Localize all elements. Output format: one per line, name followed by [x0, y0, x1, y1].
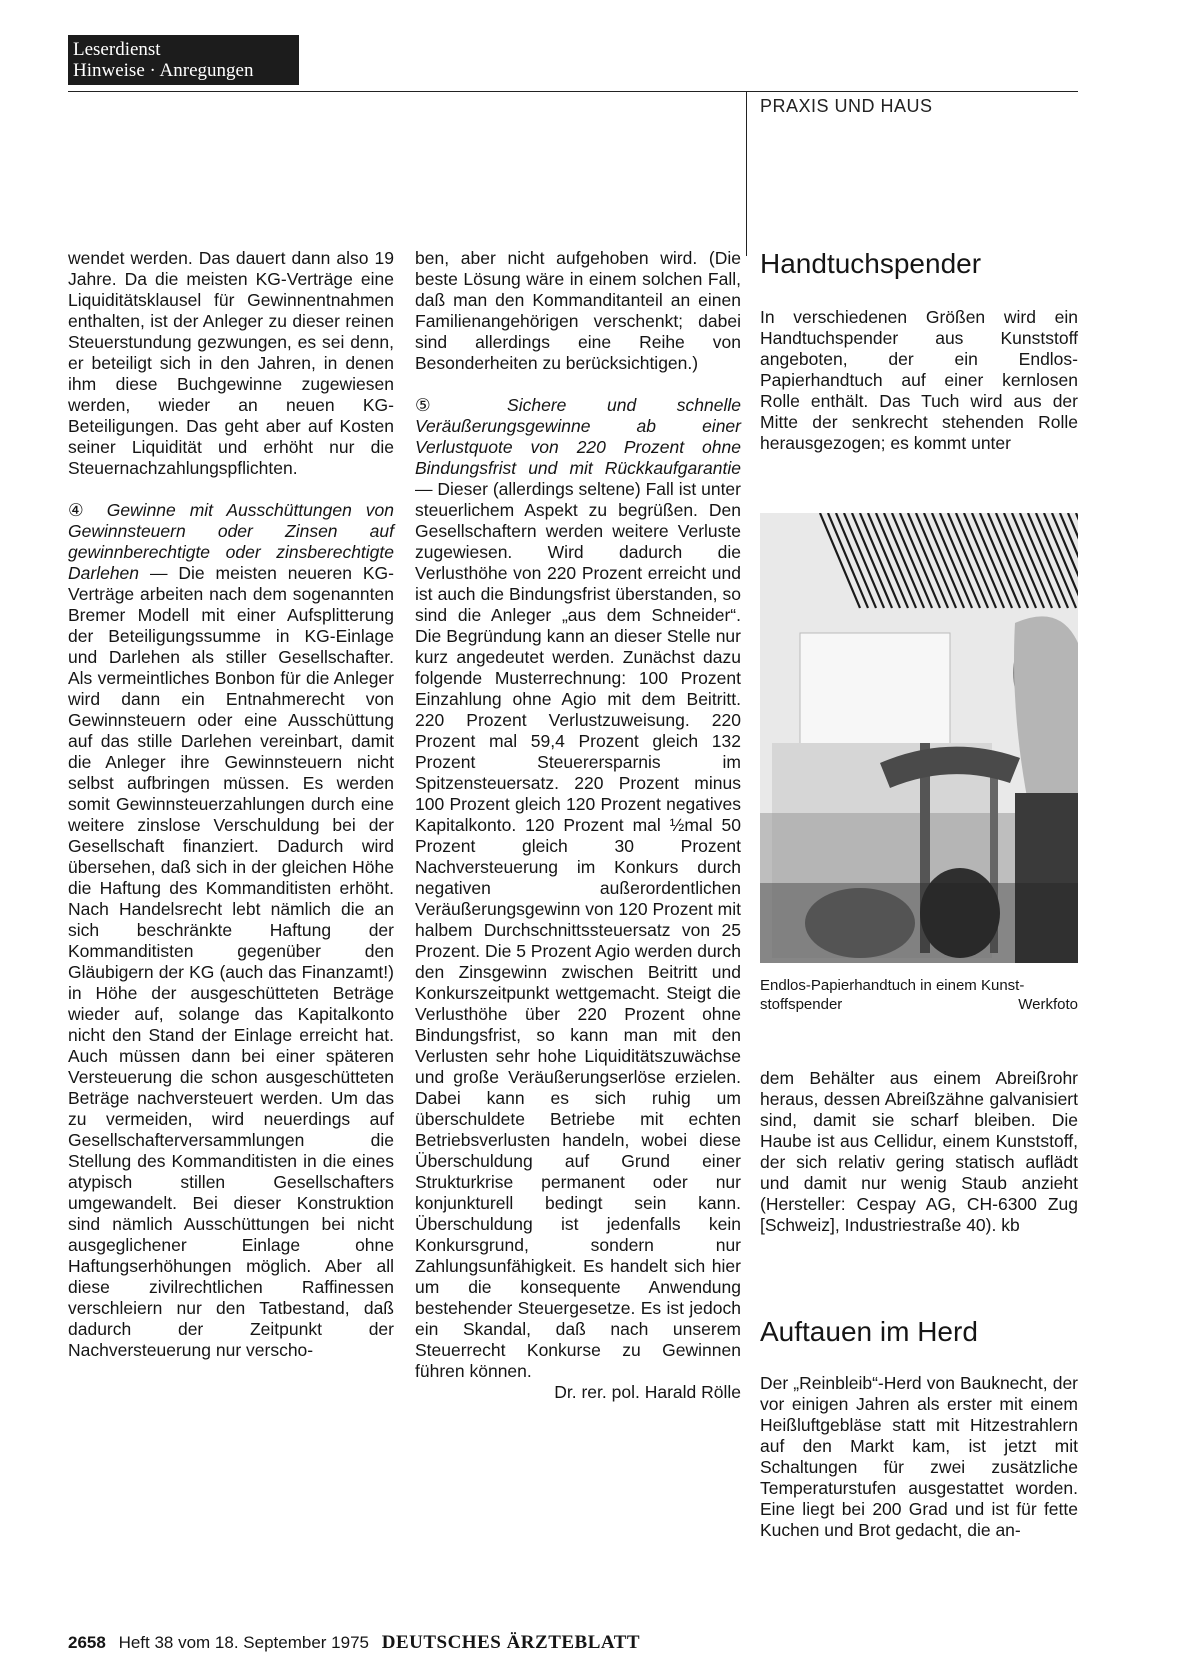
caption-line-1: Endlos-Papierhandtuch in einem Kunst- [760, 977, 1025, 994]
item-marker-5: ⑤ [415, 395, 467, 415]
col1-paragraph-1: wendet werden. Das dauert dann also 19 Jahre. Da die meisten KG-Verträge eine Liquiditätsklausel für Gewinnentnahmen enthalten, ist der Anleger zu dieser reinen Steuerstundung gezwungen, es sei denn, er beteiligt sich in den Jahren, in denen ihm diese Buchgewinne zugewiesen werden, wieder an neuen KG-Beteiligungen. Das geht aber auf Kosten seiner Liquidität und erhöht nur die Steuernachzahlungspflichten. [68, 248, 394, 478]
article-1-intro [760, 307, 1078, 454]
article-1-continued [760, 1068, 1078, 1236]
caption-line-2: stoffspender [760, 996, 843, 1013]
col2-subheading: Sichere und schnelle Veräußerungsgewinne ab einer Verlustquote von 220 Prozent ohne Bindungsfrist und mit Rückkaufgarantie [415, 395, 741, 478]
col2-paragraph-2-body: — Dieser (allerdings seltene) Fall ist unter steuerlichem Aspekt zu begrüßen. Den Gesellschaftern werden weitere Verluste zugewiesen. Wird dadurch die Verlusthöhe von 220 Prozent erreicht und ist auch die Bindungsfrist überstanden, so sind die Anleger „aus dem Schneider“. Die Begründung kann an dieser Stelle nur kurz angedeutet werden. Zunächst dazu folgende Musterrechnung: 100 Prozent Einzahlung ohne Agio mit dem Beitritt. 220 Prozent Verlustzuweisung. 220 Prozent mal 59,4 Prozent gleich 132 Prozent Steuerersparnis im Spitzensteuersatz. 220 Prozent minus 100 Prozent gleich 120 Prozent negatives Kapitalkonto. 120 Prozent mal ½mal 50 Prozent gleich 30 Prozent Nachversteuerung im Konkurs durch negativen außerordentlichen Veräußerungsgewinn von 120 Prozent mit halbem Durchschnittssteuersatz von 25 Prozent. Die 5 Prozent Agio werden durch den Zinsgewinn zwischen Beitritt und Konkurszeitpunkt wettgemacht. Steigt die Verlusthöhe über 220 Prozent ohne Bindungsfrist, so kann man mit den Verlusten sehr hohe Liquiditätszuwächse und große Veräußerungserlöse erzielen. Dabei kann es sich ruhig um überschuldete Betriebe mit echten Betriebsverlusten handeln, wobei diese Überschuldung auf Grund einer Strukturkrise permanent oder nur konjunkturell bedingt sein kann. Überschuldung ist jedenfalls kein Konkursgrund, sondern nur Zahlungsunfähigkeit. Es handelt sich hier um die konsequente Anwendung bestehender Steuergesetze. Es ist jedoch ein Skandal, daß nach unserem Steuerrecht Konkurse zu Gewinnen führen können. [415, 479, 741, 1381]
article-1-paragraph-1: In verschiedenen Größen wird ein Handtuchspender aus Kunststoff angeboten, der ein Endlos-Papierhandtuch auf einer kernlosen Rolle enthält. Das Tuch wird aus der Mitte der senkrecht stehenden Rolle herausgezogen; es kommt unter [760, 307, 1078, 453]
col1-paragraph-2-body: — Die meisten neueren KG-Verträge arbeiten nach dem sogenannten Bremer Modell mit einer Aufsplitterung der Beteiligungssumme in KG-Einlage und Darlehen als stiller Gesellschafter. Als vermeintliches Bonbon für die Anleger wird dann ein Entnahmerecht von Gewinnsteuern oder eine Ausschüttung auf das stille Darlehen vereinbart, damit die Anleger ihre Gewinnsteuern nicht selbst aufbringen müssen. Es werden somit Gewinnsteuerzahlungen durch eine weitere zinslose Verschuldung bei der Gesellschaft finanziert. Dadurch wird übersehen, daß sich in der gleichen Höhe die Haftung des Kommanditisten erhöht. Nach Handelsrecht lebt nämlich die an sich beschränkte Haftung der Kommanditisten gegenüber den Gläubigern der KG (auch das Finanzamt!) in Höhe der ausgeschütteten Beträge wieder auf, solange das Kapitalkonto nicht den Stand der Einlage erreicht hat. Auch müssen dann bei einer späteren Versteuerung die schon ausgeschütteten Beträge nachversteuert werden. Um das zu vermeiden, wird neuerdings auf Gesellschafterversammlungen die Stellung des Kommanditisten in die eines atypisch stillen Gesellschafters umgewandelt. Bei dieser Konstruktion sind nämlich Ausschüttungen bei nicht ausgeglichener Einlage ohne Haftungserhöhungen möglich. Aber all diese zivilrechtlichen Raffinessen verschleiern nur den Tatbestand, daß dadurch der Zeitpunkt der Nachversteuerung nur verscho- [68, 563, 394, 1360]
article-2-paragraph-1: Der „Reinbleib“-Herd von Bauknecht, der vor einigen Jahren als erster mit einem Heißluftgebläse statt mit Hitzestrahlern auf den Markt kam, ist jetzt mit Schaltungen für zwei zusätzliche Temperaturstufen ausgestattet worden. Eine liegt bei 200 Grad und ist für fette Kuchen und Brot gedacht, die an- [760, 1373, 1078, 1540]
article-1-headline: Handtuchspender [760, 248, 982, 279]
header-line-2: Hinweise · Anregungen [73, 60, 254, 81]
photo-credit: Werkfoto [1018, 996, 1078, 1013]
header-line-1: Leserdienst [73, 39, 161, 60]
item-marker-4: ④ [68, 500, 93, 520]
col2-paragraph-1: ben, aber nicht aufgehoben wird. (Die beste Lösung wäre in einem solchen Fall, daß man den Kommanditanteil an einen Familienangehörigen verschenkt; dabei sind allerdings eine Reihe von Besonderheiten zu berücksichtigen.) [415, 248, 741, 373]
magazine-title: DEUTSCHES ÄRZTEBLATT [381, 1632, 641, 1653]
author-initials: kb [1001, 1215, 1020, 1235]
section-header-box [68, 35, 299, 85]
col1-subheading: Gewinne mit Ausschüttungen von Gewinnsteuern oder Zinsen auf gewinnberechtigte oder zinsberechtigte Darlehen [68, 500, 394, 583]
col1-paragraph-2 [68, 500, 394, 1361]
vertical-rule [746, 91, 747, 256]
article-1-paragraph-2: dem Behälter aus einem Abreißrohr heraus, dessen Abreißzähne galvanisiert sind, damit sie scharf bleiben. Die Haube ist aus Cellidur, einem Kunststoff, der sich relativ gering statisch auflädt und damit nur wenig Staub anzieht (Hersteller: Cespay AG, CH-6300 Zug [Schweiz], Industriestraße 40). kb [760, 1068, 1078, 1235]
col2-paragraph-2 [415, 395, 741, 1382]
product-photo [760, 513, 1078, 963]
photo-caption [760, 976, 1078, 1014]
article-column-1 [68, 248, 394, 1361]
issue-info: Heft 38 vom 18. September 1975 [118, 1633, 369, 1652]
page-number: 2658 [68, 1633, 106, 1652]
article-2-headline: Auftauen im Herd [760, 1316, 978, 1347]
author-signature: Dr. rer. pol. Harald Rölle [554, 1382, 741, 1402]
top-rule [68, 91, 1078, 92]
page-footer [68, 1632, 640, 1654]
product-photo-image [760, 513, 1078, 963]
section-label: PRAXIS UND HAUS [760, 96, 933, 116]
article-2-body [760, 1373, 1078, 1541]
article-column-2 [415, 248, 741, 1403]
